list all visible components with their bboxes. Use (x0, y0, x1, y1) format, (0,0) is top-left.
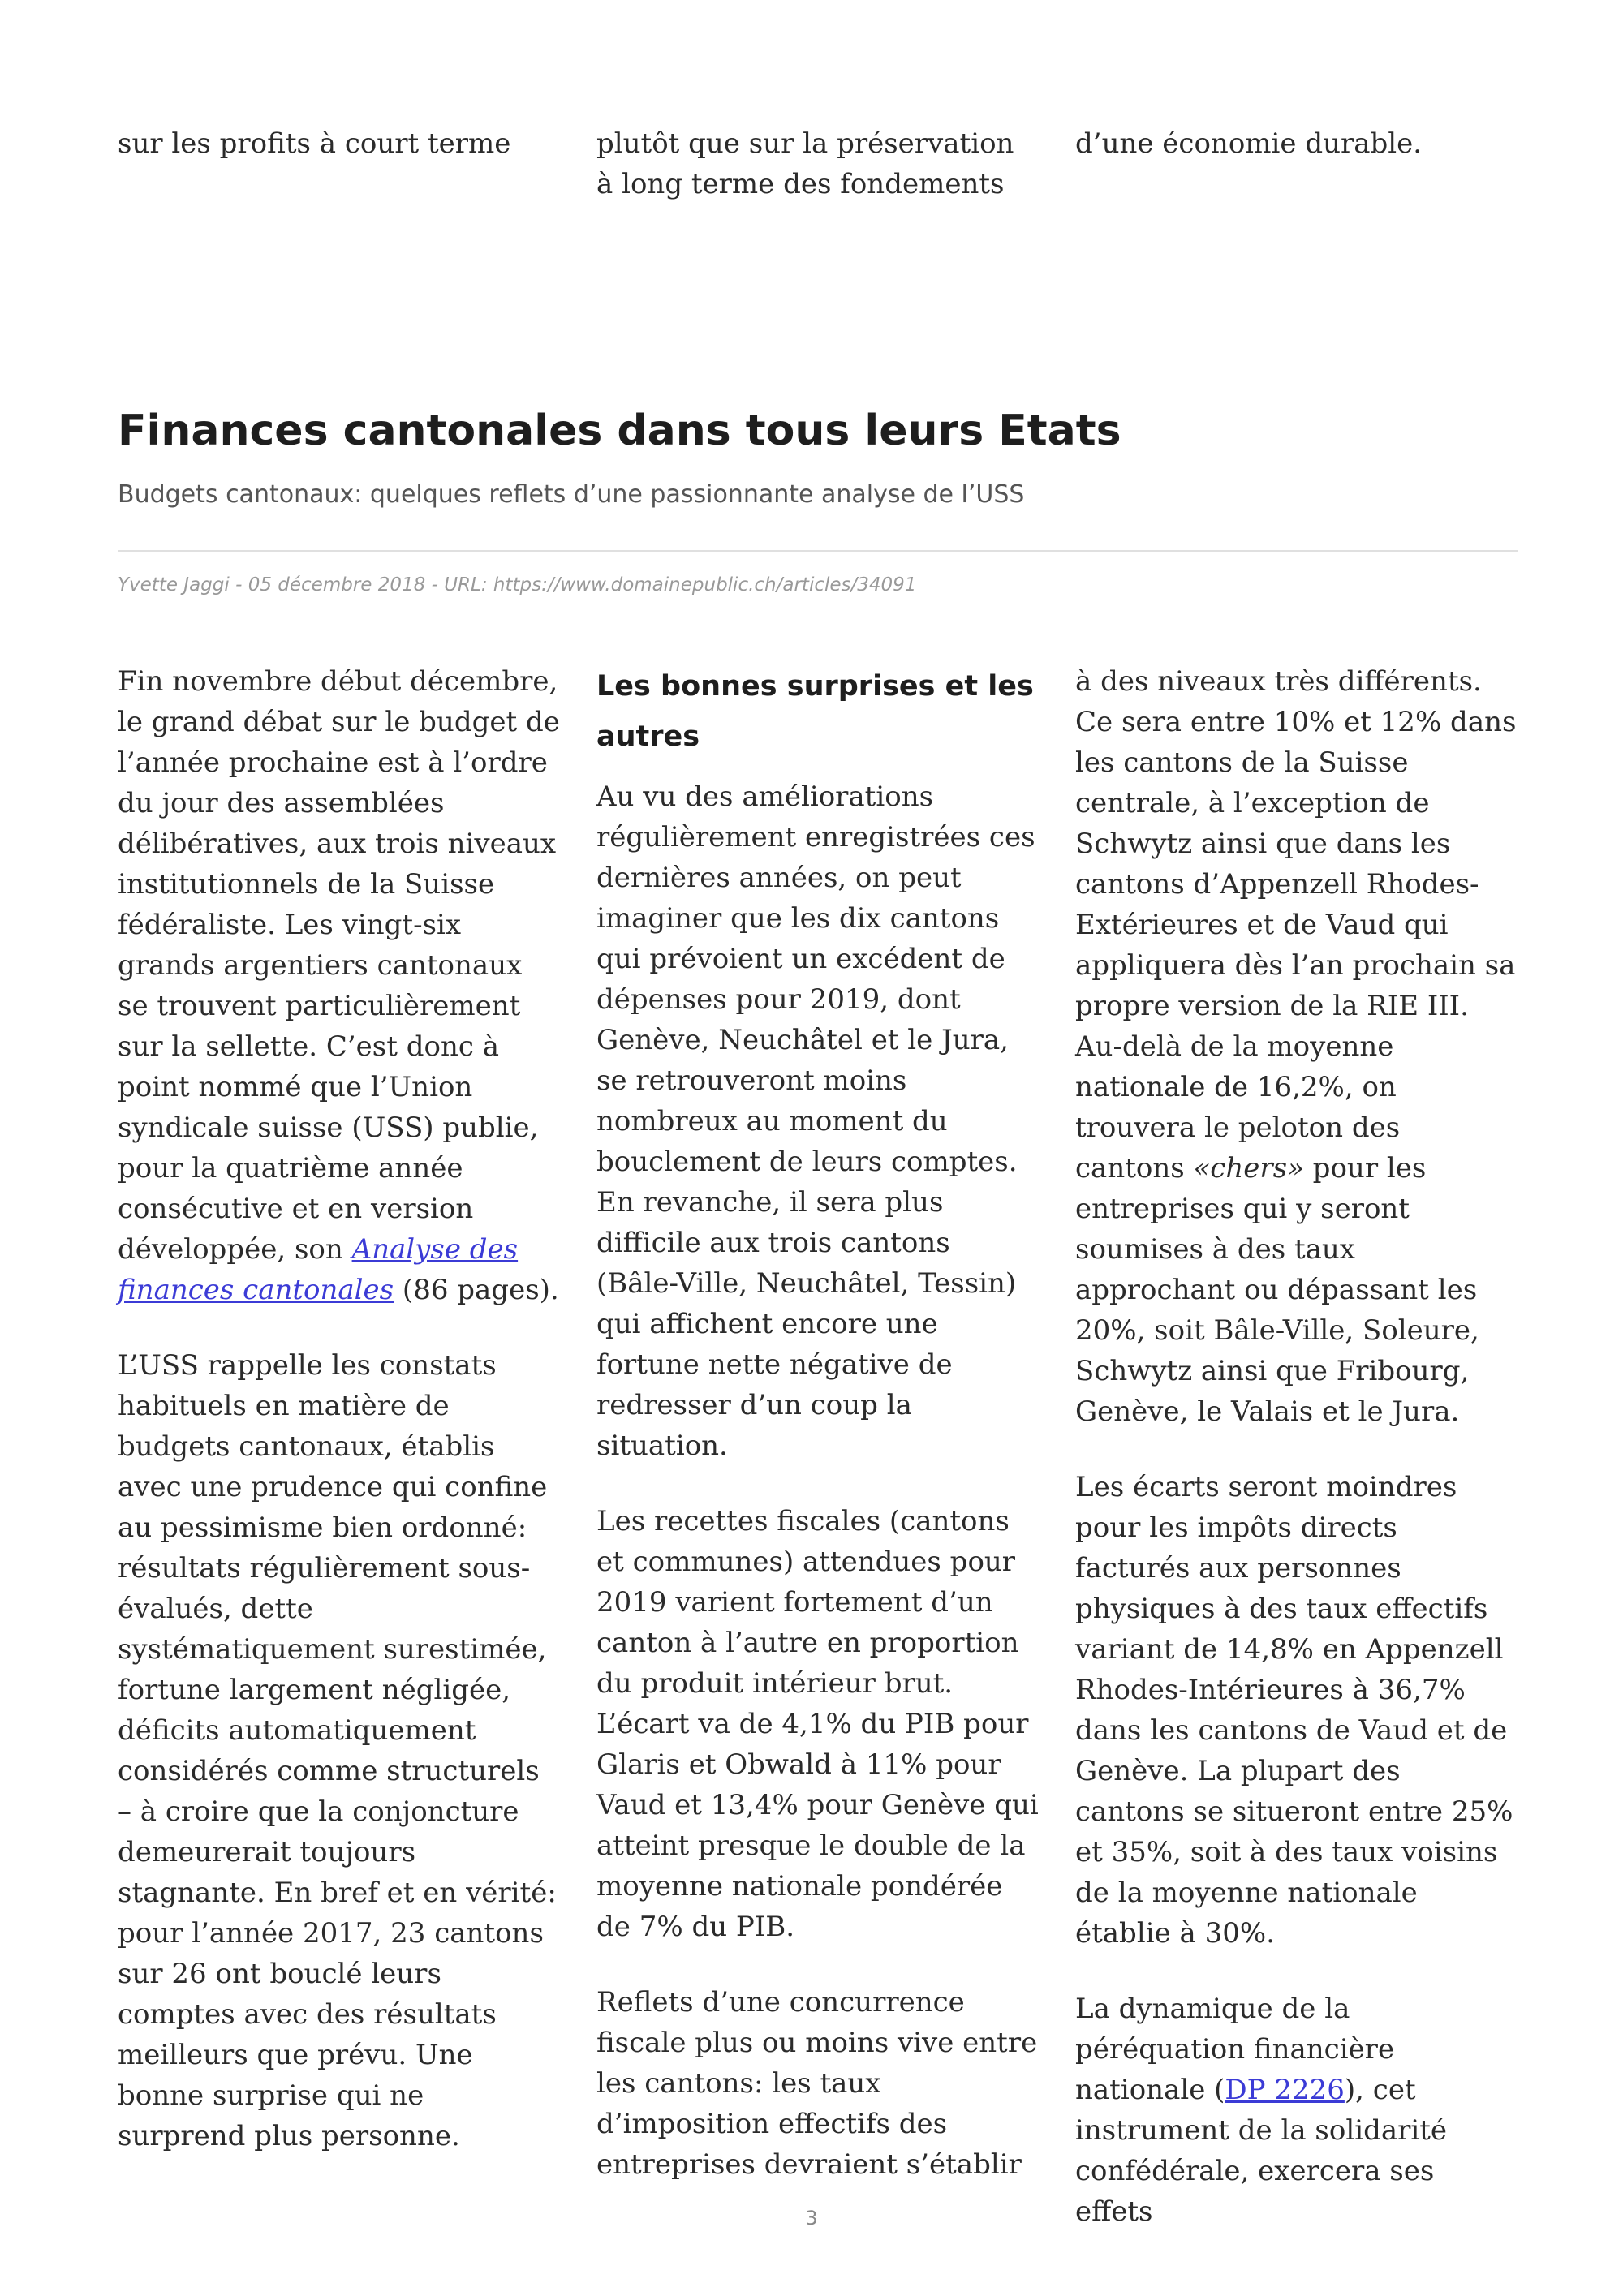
section-heading: Les bonnes surprises et les autres (596, 670, 1034, 753)
paragraph-text: à des niveaux très différents. Ce sera entre 10% et 12% dans les cantons de la Suisse centrale, à l’exception de Schwytz ainsi que dans les cantons d’Appenzell Rhodes-Extérieures et de Vaud qui appliquera dès l’an prochain sa propre version de la RIE III. Au-delà de la moyenne nationale de 16,2%, on trouvera le peloton des cantons (1075, 665, 1517, 1185)
paragraph: Les recettes fiscales (cantons et communes) attendues pour 2019 varient fortement d’un canton à l’autre en proportion du produit intérieur brut. L’écart va de 4,1% du PIB pour Glaris et Obwald à 11% pour Vaud et 13,4% pour Genève qui atteint presque le double de la moyenne nationale pondérée de 7% du PIB. (596, 1505, 1039, 1943)
article-column-1 (118, 661, 560, 2232)
top-column-2 (596, 123, 1039, 204)
divider (118, 550, 1518, 552)
article-title: Finances cantonales dans tous leurs Etats (118, 406, 1121, 455)
top-column-3 (1075, 123, 1518, 204)
article-subtitle: Budgets cantonaux: quelques reflets d’une passionnante analyse de l’USS (118, 480, 1025, 509)
paragraph-text: pour les entreprises qui y seront soumises à des taux approchant ou dépassant les 20%, soit Bâle-Ville, Soleure, Schwytz ainsi que Fribourg, Genève, le Valais et le Jura. (1075, 1152, 1479, 1428)
paragraph-text: La dynamique de la péréquation financière nationale ( (1075, 1993, 1395, 2106)
continued-paragraph: plutôt que sur la préservation à long terme des fondements (596, 127, 1014, 200)
continued-text-columns (118, 123, 1518, 204)
paragraph: Les écarts seront moindres pour les impôts directs facturés aux personnes physiques à des taux effectifs variant de 14,8% en Appenzell Rhodes-Intérieures à 36,7% dans les cantons de Vaud et de Genève. La plupart des cantons se situeront entre 25% et 35%, soit à des taux voisins de la moyenne nationale établie à 30%. (1075, 1471, 1513, 1950)
paragraph: Au vu des améliorations régulièrement enregistrées ces dernières années, on peut imaginer que les dix cantons qui prévoient un excédent de dépenses pour 2019, dont Genève, Neuchâtel et le Jura, se retrouveront moins nombreux au moment du bouclement de leurs comptes. En revanche, il sera plus difficile aux trois cantons (Bâle-Ville, Neuchâtel, Tessin) qui affichent encore une fortune nette négative de redresser d’un coup la situation. (596, 780, 1035, 1462)
article-column-3 (1075, 661, 1518, 2232)
article-body (118, 661, 1518, 2232)
continued-paragraph: d’une économie durable. (1075, 127, 1423, 160)
paragraph-text: Fin novembre début décembre, le grand débat sur le budget de l’année prochaine est à l’ordre du jour des assemblées délibératives, aux trois niveaux institutionnels de la Suisse fédéraliste. Les vingt-six grands argentiers cantonaux se trouvent particulièrement sur la sellette. C’est donc à point nommé que l’Union syndicale suisse (USS) publie, pour la quatrième année consécutive et en version développée, son (118, 665, 560, 1266)
article-column-2 (596, 661, 1039, 2232)
paragraph: Reflets d’une concurrence fiscale plus ou moins vive entre les cantons: les taux d’imposition effectifs des entreprises devraient s’établir (596, 1986, 1038, 2181)
dp-2226-link[interactable]: DP 2226 (1225, 2074, 1345, 2106)
article-meta: Yvette Jaggi - 05 décembre 2018 - URL: https://www.domainepublic.ch/articles/34091 (118, 574, 917, 595)
continued-paragraph: sur les profits à court terme (118, 127, 511, 160)
paragraph (1075, 1989, 1518, 2232)
paragraph-text: ), cet instrument de la solidarité confédérale, exercera ses effets (1075, 2074, 1448, 2228)
emphasis-text: «chers» (1193, 1152, 1304, 1185)
paragraph: L’USS rappelle les constats habituels en matière de budgets cantonaux, établis avec une prudence qui confine au pessimisme bien ordonné: résultats régulièrement sous-évalués, dette systématiquement surestimée, fortune largement négligée, déficits automatiquement considérés comme structurels – à croire que la conjoncture demeurerait toujours stagnante. En bref et en vérité: pour l’année 2017, 23 cantons sur 26 ont bouclé leurs comptes avec des résultats meilleurs que prévu. Une bonne surprise qui ne surprend plus personne. (118, 1349, 557, 2152)
analyse-finances-link[interactable]: Analyse des finances cantonales (118, 1233, 519, 1306)
paragraph-text: (86 pages). (394, 1274, 559, 1306)
paragraph (1075, 661, 1518, 1432)
top-column-1 (118, 123, 560, 204)
paragraph (118, 661, 560, 1310)
page-number: 3 (805, 2207, 818, 2229)
